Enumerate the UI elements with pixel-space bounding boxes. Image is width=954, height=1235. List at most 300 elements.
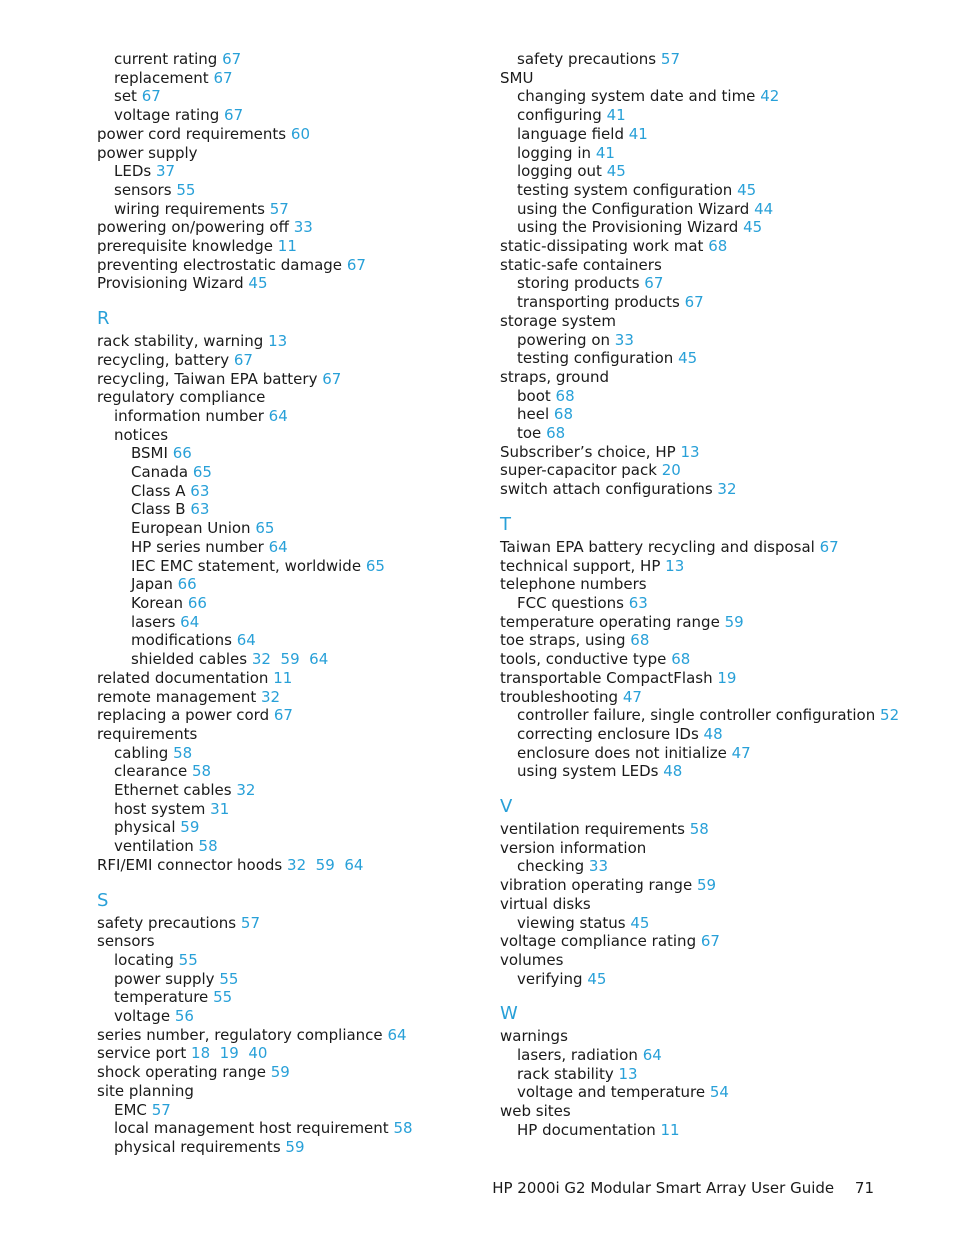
page-link-45[interactable]: 45 (587, 969, 607, 988)
page-link-45[interactable]: 45 (678, 349, 698, 368)
index-letter-heading: W (500, 1003, 518, 1025)
index-term: heel (517, 405, 550, 424)
index-term: Ethernet cables (114, 781, 232, 800)
page-link-11[interactable]: 11 (277, 237, 297, 256)
index-entry-regulatory-compliance (97, 388, 487, 407)
index-entry-technical-support-hp (500, 557, 910, 576)
index-term: rack stability (517, 1064, 614, 1083)
page-link-59[interactable]: 59 (724, 612, 744, 631)
index-term: shielded cables (131, 650, 248, 669)
index-term: preventing electrostatic damage (97, 255, 343, 274)
index-entry-korean (97, 594, 487, 613)
page-link-32[interactable]: 32 (261, 687, 281, 706)
index-term: Provisioning Wizard (97, 274, 244, 293)
index-entry-leds (97, 162, 487, 181)
index-term: version information (500, 838, 647, 857)
page-link-45[interactable]: 45 (743, 218, 763, 237)
index-term: telephone numbers (500, 575, 647, 594)
index-term: power supply (97, 143, 198, 162)
page-link-64[interactable]: 64 (236, 631, 256, 650)
index-term: lasers (131, 612, 176, 631)
index-entry-set (97, 87, 487, 106)
index-term: logging out (517, 162, 602, 181)
index-entry-checking (500, 857, 910, 876)
page-link-58[interactable]: 58 (393, 1119, 413, 1138)
index-term: powering on (517, 330, 611, 349)
page-link-57[interactable]: 57 (269, 199, 289, 218)
page-link-67[interactable]: 67 (233, 350, 253, 369)
index-term: static-safe containers (500, 255, 662, 274)
index-term: regulatory compliance (97, 388, 266, 407)
index-term: series number, regulatory compliance (97, 1025, 383, 1044)
index-term: EMC (114, 1100, 147, 1119)
page-link-33[interactable]: 33 (614, 330, 634, 349)
index-term: wiring requirements (114, 199, 265, 218)
index-entry-ethernet-cables (97, 781, 487, 800)
index-entry-bsmi (97, 444, 487, 463)
index-entry-enclosure-does-not-initialize (500, 744, 910, 763)
index-term: temperature (114, 988, 209, 1007)
index-term: voltage (114, 1007, 171, 1026)
page-link-41[interactable]: 41 (628, 124, 648, 143)
index-entry-provisioning-wizard (97, 274, 487, 293)
index-entry-toe (500, 424, 910, 443)
footer-title: HP 2000i G2 Modular Smart Array User Guide (492, 1179, 835, 1197)
page-link-47[interactable]: 47 (731, 743, 751, 762)
index-entry-shock-operating-range (97, 1063, 487, 1082)
index-term: super-capacitor pack (500, 461, 657, 480)
page-link-63[interactable]: 63 (190, 500, 210, 519)
page-link-55[interactable]: 55 (219, 969, 239, 988)
index-term: BSMI (131, 444, 168, 463)
page-link-48[interactable]: 48 (703, 724, 723, 743)
index-entry-power-cord-requirements (97, 125, 487, 144)
index-entry-correcting-enclosure-ids (500, 725, 910, 744)
page-link-56[interactable]: 56 (174, 1007, 194, 1026)
page-link-47[interactable]: 47 (622, 687, 642, 706)
page-link-66[interactable]: 66 (172, 444, 192, 463)
index-term: testing system configuration (517, 180, 733, 199)
page-link-58[interactable]: 58 (191, 762, 212, 781)
index-term: Class A (131, 481, 186, 500)
page-link-67[interactable]: 67 (700, 932, 720, 951)
page-link-58[interactable]: 58 (173, 743, 193, 762)
index-entry-temperature (97, 988, 487, 1007)
index-entry-recycling-taiwan-epa-battery (97, 370, 487, 389)
page-link-63[interactable]: 63 (190, 481, 210, 500)
index-entry-class-b (97, 500, 487, 519)
page-link-67[interactable]: 67 (346, 255, 366, 274)
index-entry-rfi-emi-connector-hoods (97, 856, 487, 875)
page-link-41[interactable]: 41 (595, 143, 615, 162)
page-link-66[interactable]: 66 (187, 593, 207, 612)
index-entry-information-number (97, 407, 487, 426)
page-link-64[interactable]: 64 (268, 537, 288, 556)
index-entry-modifications (97, 631, 487, 650)
index-entry-straps-ground (500, 368, 910, 387)
page-link-20[interactable]: 20 (661, 461, 681, 480)
index-column-left (97, 50, 487, 1157)
page-link-64[interactable]: 64 (642, 1046, 662, 1065)
index-term: using the Configuration Wizard (517, 199, 750, 218)
index-term: HP documentation (517, 1120, 656, 1139)
page-link-59[interactable]: 59 (270, 1063, 290, 1082)
page-link-67[interactable]: 67 (222, 50, 242, 68)
index-term: RFI/EMI connector hoods (97, 855, 283, 874)
page-link-48[interactable]: 48 (663, 762, 683, 781)
index-term: recycling, Taiwan EPA battery (97, 369, 318, 388)
page-link-65[interactable]: 65 (365, 556, 385, 575)
page-link-64[interactable]: 64 (387, 1025, 407, 1044)
index-term: technical support, HP (500, 556, 661, 575)
index-entry-verifying (500, 970, 910, 989)
page-link-59[interactable]: 59 (315, 855, 335, 874)
index-letter-heading: V (500, 796, 513, 818)
page-link-32[interactable]: 32 (236, 781, 256, 800)
index-term: controller failure, single controller configuration (517, 706, 876, 725)
page-link-45[interactable]: 45 (737, 180, 757, 199)
index-entry-class-a (97, 482, 487, 501)
page-link-52[interactable]: 52 (880, 706, 900, 725)
page-link-13[interactable]: 13 (665, 556, 685, 575)
page-link-65[interactable]: 65 (255, 519, 275, 538)
index-entry-warnings (500, 1027, 910, 1046)
index-term: web sites (500, 1102, 571, 1121)
index-entry-static-safe-containers (500, 256, 910, 275)
page-link-58[interactable]: 58 (198, 837, 218, 856)
index-entry-powering-on (500, 331, 910, 350)
index-term: information number (114, 406, 264, 425)
page-link-64[interactable]: 64 (309, 650, 329, 669)
index-term: replacing a power cord (97, 706, 270, 725)
index-entry-prerequisite-knowledge (97, 237, 487, 256)
index-entry-viewing-status (500, 914, 910, 933)
page-link-59[interactable]: 59 (280, 650, 300, 669)
index-entry-cabling (97, 744, 487, 763)
index-entry-super-capacitor-pack (500, 461, 910, 480)
index-term: power cord requirements (97, 124, 287, 143)
index-entry-hp-documentation (500, 1121, 910, 1140)
page-link-64[interactable]: 64 (180, 612, 200, 631)
index-entry-shielded-cables (97, 650, 487, 669)
index-entry-japan (97, 575, 487, 594)
index-term: voltage rating (114, 106, 220, 125)
page-link-11[interactable]: 11 (660, 1120, 680, 1139)
page-link-44[interactable]: 44 (754, 199, 774, 218)
index-term: logging in (517, 143, 592, 162)
page-link-59[interactable]: 59 (285, 1137, 305, 1156)
index-entry-web-sites (500, 1102, 910, 1121)
index-entry-voltage-rating (97, 106, 487, 125)
page-link-45[interactable]: 45 (630, 913, 650, 932)
page-link-13[interactable]: 13 (618, 1064, 638, 1083)
index-entry-vibration-operating-range (500, 876, 910, 895)
index-term: switch attach configurations (500, 480, 713, 499)
index-entry-service-port (97, 1044, 487, 1063)
index-term: Class B (131, 500, 186, 519)
index-term: clearance (114, 762, 188, 781)
index-entry-clearance (97, 762, 487, 781)
page-link-45[interactable]: 45 (606, 162, 626, 181)
index-term: testing configuration (517, 349, 674, 368)
page-link-19[interactable]: 19 (219, 1044, 239, 1063)
index-letter-heading: R (97, 308, 110, 330)
page-link-37[interactable]: 37 (155, 162, 176, 181)
index-entry-series-number-regulatory-compliance (97, 1026, 487, 1045)
index-term: warnings (500, 1027, 568, 1046)
index-entry-using-the-configuration-wizard (500, 200, 910, 219)
index-entry-physical-requirements (97, 1138, 487, 1157)
index-term: correcting enclosure IDs (517, 724, 699, 743)
index-term: service port (97, 1044, 187, 1063)
page-link-55[interactable]: 55 (178, 950, 198, 969)
page-link-13[interactable]: 13 (680, 442, 700, 461)
index-entry-rack-stability-warning (97, 332, 487, 351)
index-entry-language-field (500, 125, 910, 144)
index-term: Canada (131, 463, 189, 482)
page-link-68[interactable]: 68 (708, 237, 728, 256)
index-entry-logging-out (500, 162, 910, 181)
index-term: lasers, radiation (517, 1046, 638, 1065)
index-entry-changing-system-date-and-time (500, 87, 910, 106)
index-term: remote management (97, 687, 257, 706)
page-link-67[interactable]: 67 (213, 68, 233, 87)
page-link-59[interactable]: 59 (180, 818, 200, 837)
index-entry-configuring (500, 106, 910, 125)
page-link-41[interactable]: 41 (606, 106, 626, 125)
index-term: notices (114, 425, 169, 444)
index-entry-controller-failure-single-controller-configuration (500, 706, 910, 725)
index-term: requirements (97, 724, 198, 743)
footer-page-number: 71 (854, 1179, 874, 1197)
page-link-57[interactable]: 57 (240, 913, 260, 932)
page-link-68[interactable]: 68 (546, 424, 566, 443)
index-term: Subscriber’s choice, HP (500, 442, 676, 461)
index-term: using the Provisioning Wizard (517, 218, 739, 237)
index-term: enclosure does not initialize (517, 743, 727, 762)
index-entry-voltage (97, 1007, 487, 1026)
index-term: toe straps, using (500, 631, 626, 650)
index-entry-related-documentation (97, 669, 487, 688)
index-term: boot (517, 386, 551, 405)
page-link-57[interactable]: 57 (151, 1100, 171, 1119)
index-entry-voltage-compliance-rating (500, 932, 910, 951)
index-entry-recycling-battery (97, 351, 487, 370)
index-term: LEDs (114, 162, 152, 181)
page-link-68[interactable]: 68 (671, 650, 691, 669)
page-link-42[interactable]: 42 (760, 87, 780, 106)
page-link-31[interactable]: 31 (210, 799, 230, 818)
page-link-32[interactable]: 32 (287, 855, 307, 874)
index-entry-ventilation-requirements (500, 820, 910, 839)
page-link-18[interactable]: 18 (191, 1044, 211, 1063)
index-term: replacement (114, 68, 209, 87)
index-term: prerequisite knowledge (97, 237, 274, 256)
index-term: physical requirements (114, 1137, 281, 1156)
index-entry-taiwan-epa-battery-recycling-and-disposal (500, 538, 910, 557)
page-link-64[interactable]: 64 (344, 855, 364, 874)
index-entry-transporting-products (500, 293, 910, 312)
index-term: IEC EMC statement, worldwide (131, 556, 362, 575)
index-entry-notices (97, 426, 487, 445)
index-term: transporting products (517, 293, 680, 312)
page-link-68[interactable]: 68 (555, 386, 575, 405)
index-entry-ventilation (97, 837, 487, 856)
page-link-67[interactable]: 67 (819, 537, 839, 556)
page-link-67[interactable]: 67 (322, 369, 342, 388)
index-term: transportable CompactFlash (500, 668, 713, 687)
index-entry-sensors (97, 932, 487, 951)
index-entry-temperature-operating-range (500, 613, 910, 632)
index-term: related documentation (97, 668, 269, 687)
index-column-right (500, 50, 910, 1140)
index-entry-switch-attach-configurations (500, 480, 910, 499)
index-term: modifications (131, 631, 232, 650)
index-term: sensors (97, 932, 155, 951)
index-entry-physical (97, 818, 487, 837)
index-entry-power-supply (97, 144, 487, 163)
index-term: host system (114, 799, 206, 818)
index-entry-preventing-electrostatic-damage (97, 256, 487, 275)
index-term: SMU (500, 68, 534, 87)
index-entry-hp-series-number (97, 538, 487, 557)
index-entry-wiring-requirements (97, 200, 487, 219)
index-letter-heading: T (500, 513, 511, 535)
index-term: rack stability, warning (97, 332, 264, 351)
index-term: viewing status (517, 913, 626, 932)
index-entry-safety-precautions (97, 914, 487, 933)
index-entry-iec-emc-statement-worldwide (97, 557, 487, 576)
page-link-54[interactable]: 54 (709, 1083, 729, 1102)
page-link-68[interactable]: 68 (630, 631, 650, 650)
index-term: voltage and temperature (517, 1083, 706, 1102)
index-entry-host-system (97, 800, 487, 819)
index-term: safety precautions (97, 913, 237, 932)
page-link-40[interactable]: 40 (248, 1044, 268, 1063)
page-link-67[interactable]: 67 (273, 706, 293, 725)
index-letter-heading: S (97, 889, 109, 911)
index-entry-testing-system-configuration (500, 181, 910, 200)
index-term: site planning (97, 1081, 194, 1100)
index-entry-requirements (97, 725, 487, 744)
page-link-33[interactable]: 33 (588, 857, 608, 876)
index-term: toe (517, 424, 542, 443)
index-term: cabling (114, 743, 169, 762)
index-term: local management host requirement (114, 1119, 389, 1138)
index-entry-subscriber-s-choice-hp (500, 443, 910, 462)
index-entry-tools-conductive-type (500, 650, 910, 669)
index-term: vibration operating range (500, 876, 693, 895)
index-term: language field (517, 124, 624, 143)
index-term: configuring (517, 106, 602, 125)
page-link-13[interactable]: 13 (268, 332, 288, 351)
index-entry-transportable-compactflash (500, 669, 910, 688)
index-term: storage system (500, 311, 616, 330)
page-link-32[interactable]: 32 (717, 480, 737, 499)
index-term: Korean (131, 593, 184, 612)
page-footer (492, 1178, 874, 1198)
index-entry-rack-stability (500, 1065, 910, 1084)
index-term: sensors (114, 180, 172, 199)
page-link-55[interactable]: 55 (176, 180, 196, 199)
index-term: recycling, battery (97, 350, 230, 369)
index-entry-boot (500, 387, 910, 406)
index-term: Taiwan EPA battery recycling and disposal (500, 537, 815, 556)
index-entry-storage-system (500, 312, 910, 331)
index-entry-version-information (500, 839, 910, 858)
index-entry-lasers-radiation (500, 1046, 910, 1065)
index-entry-voltage-and-temperature (500, 1083, 910, 1102)
page-link-67[interactable]: 67 (224, 106, 244, 125)
index-entry-canada (97, 463, 487, 482)
index-entry-telephone-numbers (500, 575, 910, 594)
index-entry-troubleshooting (500, 688, 910, 707)
index-term: locating (114, 950, 174, 969)
index-entry-virtual-disks (500, 895, 910, 914)
index-term: troubleshooting (500, 687, 619, 706)
index-term: voltage compliance rating (500, 932, 697, 951)
page-link-45[interactable]: 45 (248, 274, 268, 293)
page-link-66[interactable]: 66 (177, 575, 197, 594)
index-term: shock operating range (97, 1063, 266, 1082)
index-entry-logging-in (500, 144, 910, 163)
index-entry-locating (97, 951, 487, 970)
index-entry-replacement (97, 69, 487, 88)
page-link-57[interactable]: 57 (660, 50, 680, 68)
index-term: checking (517, 857, 585, 876)
index-term: changing system date and time (517, 87, 756, 106)
index-term: current rating (114, 50, 218, 68)
index-entry-heel (500, 405, 910, 424)
page-link-64[interactable]: 64 (268, 406, 288, 425)
page-link-55[interactable]: 55 (213, 988, 233, 1007)
index-entry-emc (97, 1101, 487, 1120)
page-link-63[interactable]: 63 (628, 593, 648, 612)
index-term: using system LEDs (517, 762, 659, 781)
page-link-59[interactable]: 59 (696, 876, 717, 895)
page-link-32[interactable]: 32 (251, 650, 271, 669)
page-link-67[interactable]: 67 (644, 274, 664, 293)
index-entry-static-dissipating-work-mat (500, 237, 910, 256)
index-entry-smu (500, 69, 910, 88)
index-term: verifying (517, 969, 583, 988)
index-entry-using-system-leds (500, 762, 910, 781)
page-link-60[interactable]: 60 (290, 124, 310, 143)
index-term: HP series number (131, 537, 264, 556)
page-link-19[interactable]: 19 (717, 668, 737, 687)
index-term: straps, ground (500, 367, 609, 386)
index-entry-toe-straps-using (500, 631, 910, 650)
index-entry-site-planning (97, 1082, 487, 1101)
index-term: virtual disks (500, 894, 591, 913)
page-link-33[interactable]: 33 (293, 218, 313, 237)
page-link-68[interactable]: 68 (553, 405, 574, 424)
index-term: power supply (114, 969, 215, 988)
index-term: ventilation (114, 837, 194, 856)
index-entry-lasers (97, 613, 487, 632)
index-entry-fcc-questions (500, 594, 910, 613)
page-link-67[interactable]: 67 (684, 293, 704, 312)
page-link-58[interactable]: 58 (689, 820, 709, 839)
index-entry-testing-configuration (500, 349, 910, 368)
index-term: ventilation requirements (500, 820, 685, 839)
page-link-67[interactable]: 67 (141, 87, 161, 106)
index-entry-sensors (97, 181, 487, 200)
index-term: set (114, 87, 137, 106)
page-link-65[interactable]: 65 (192, 463, 212, 482)
page-link-11[interactable]: 11 (273, 668, 293, 687)
index-entry-powering-on-powering-off (97, 218, 487, 237)
